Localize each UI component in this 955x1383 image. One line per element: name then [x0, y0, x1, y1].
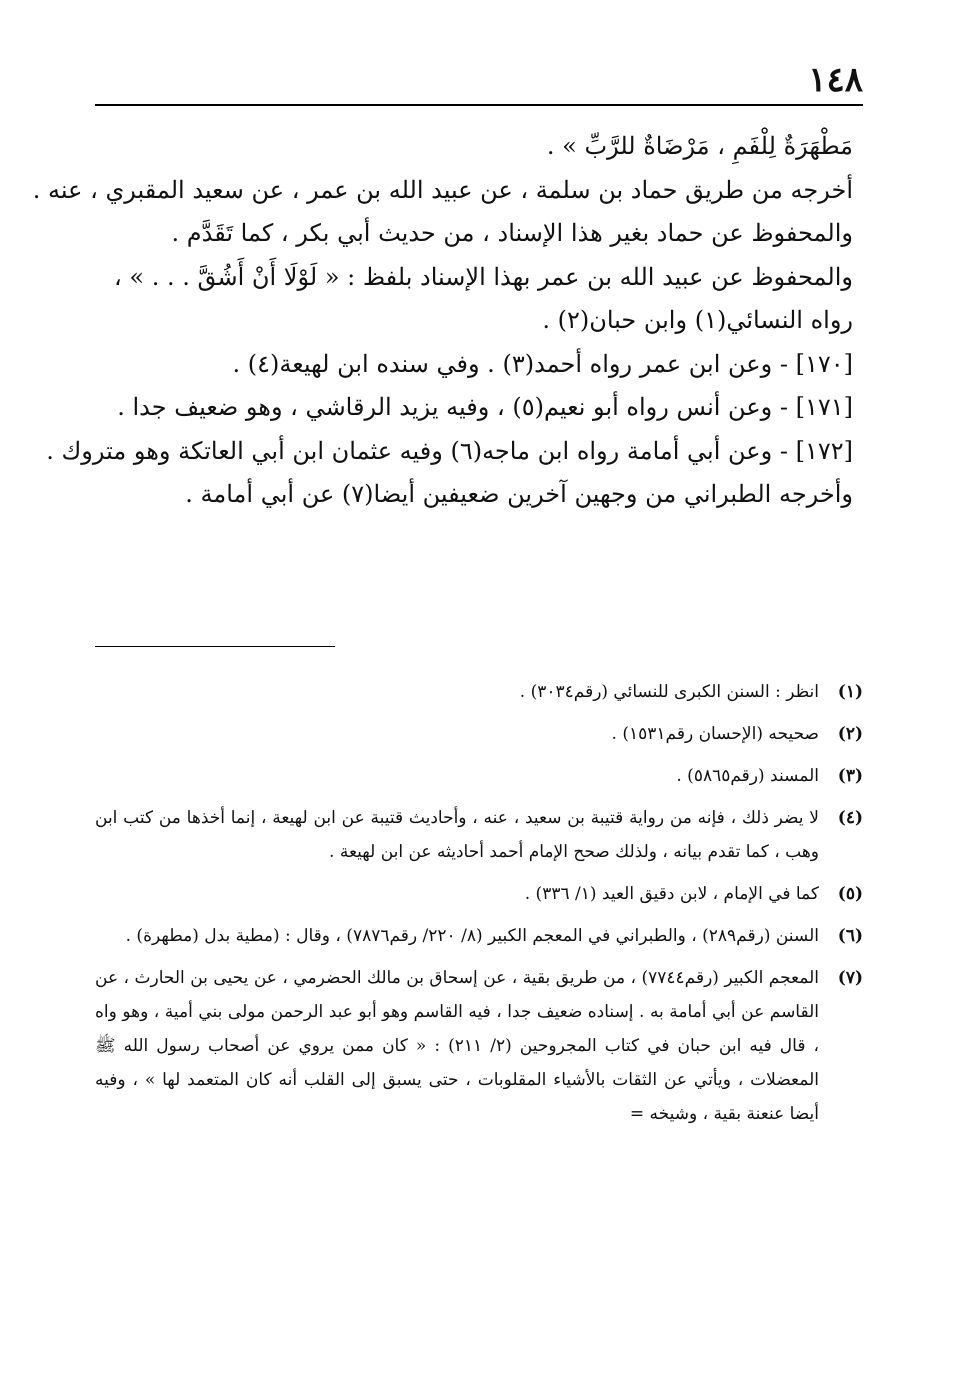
footnote-number: (٧) [837, 968, 863, 988]
footnote [95, 961, 863, 1131]
footnote [95, 801, 863, 869]
footnote [95, 877, 863, 911]
text-line: والمحفوظ عن عبيد الله بن عمر بهذا الإسناد بلفظ : « لَوْلَا أَنْ أَشُقَّ . . . » ، [114, 262, 853, 291]
footnote [95, 717, 863, 751]
footnote-separator [95, 646, 335, 647]
header-rule [95, 104, 863, 106]
footnote-text: انظر : السنن الكبرى للنسائي (رقم٣٠٣٤) . [519, 682, 819, 702]
footnote-number: (٢) [837, 724, 863, 744]
page-number: ١٤٨ [808, 60, 863, 100]
text-line: [١٧١] - وعن أنس رواه أبو نعيم(٥) ، وفيه يزيد الرقاشي ، وهو ضعيف جدا . [117, 393, 853, 421]
footnote [95, 675, 863, 709]
footnote-text: صحيحه (الإحسان رقم١٥٣١) . [611, 724, 819, 744]
footnote [95, 759, 863, 793]
main-text [32, 125, 853, 517]
footnote-number: (٣) [837, 766, 863, 786]
text-line: [١٧٢] - وعن أبي أمامة رواه ابن ماجه(٦) وفيه عثمان ابن أبي العاتكة وهو متروك . [46, 436, 853, 465]
footnote-text: السنن (رقم٢٨٩) ، والطبراني في المعجم الكبير (٨/ ٢٢٠/ رقم٧٨٧٦) ، وقال : (مطية بدل (مطهرة) . [125, 926, 819, 946]
text-line: رواه النسائي(١) وابن حبان(٢) . [542, 306, 853, 334]
footnote-number: (١) [837, 682, 863, 702]
footnote-text: كما في الإمام ، لابن دقيق العيد (١/ ٣٣٦) . [524, 884, 819, 904]
text-line: وأخرجه الطبراني من وجهين آخرين ضعيفين أيضا(٧) عن أبي أمامة . [185, 480, 853, 508]
footnote-number: (٥) [837, 884, 863, 904]
footnote-text: لا يضر ذلك ، فإنه من رواية قتيبة بن سعيد ، عنه ، وأحاديث قتيبة عن ابن لهيعة ، إنما أخذها من كتب ابن وهب ، كما تقدم بيانه ، ولذلك صحح الإمام أحمد أحاديثه عن ابن لهيعة . [95, 808, 819, 862]
text-line: والمحفوظ عن حماد بغير هذا الإسناد ، من حديث أبي بكر ، كما تَقَدَّم . [171, 219, 853, 247]
footnotes [95, 675, 863, 1139]
footnote-number: (٦) [837, 926, 863, 946]
footnote-text: المعجم الكبير (رقم٧٧٤٤) ، من طريق بقية ، عن إسحاق بن مالك الحضرمي ، عن يحيى بن الحارث ، عن القاسم عن أبي أمامة به . إسناده ضعيف جدا ، فيه القاسم وهو أبو عبد الرحمن مولى بني أمية ، وهو واه ، قال فيه ابن حبان في كتاب المجروحين (٢/ ٢١١) : « كان ممن يروي عن أصحاب رسول الله ﷺ المعضلات ، ويأتي عن الثقات بالأشياء المقلوبات ، حتى يسبق إلى القلب أنه كان المتعمد لها » ، وفيه أيضا عنعنة بقية ، وشيخه = [95, 968, 819, 1124]
text-line: [١٧٠] - وعن ابن عمر رواه أحمد(٣) . وفي سنده ابن لهيعة(٤) . [232, 349, 853, 378]
footnote [95, 919, 863, 953]
text-line: أخرجه من طريق حماد بن سلمة ، عن عبيد الله بن عمر ، عن سعيد المقبري ، عنه . [32, 175, 853, 204]
footnote-text: المسند (رقم٥٨٦٥) . [676, 766, 819, 786]
text-line: مَطْهَرَةٌ لِلْفَمِ ، مَرْضَاةٌ للرَّبِّ » . [546, 132, 853, 160]
footnote-number: (٤) [837, 808, 863, 828]
